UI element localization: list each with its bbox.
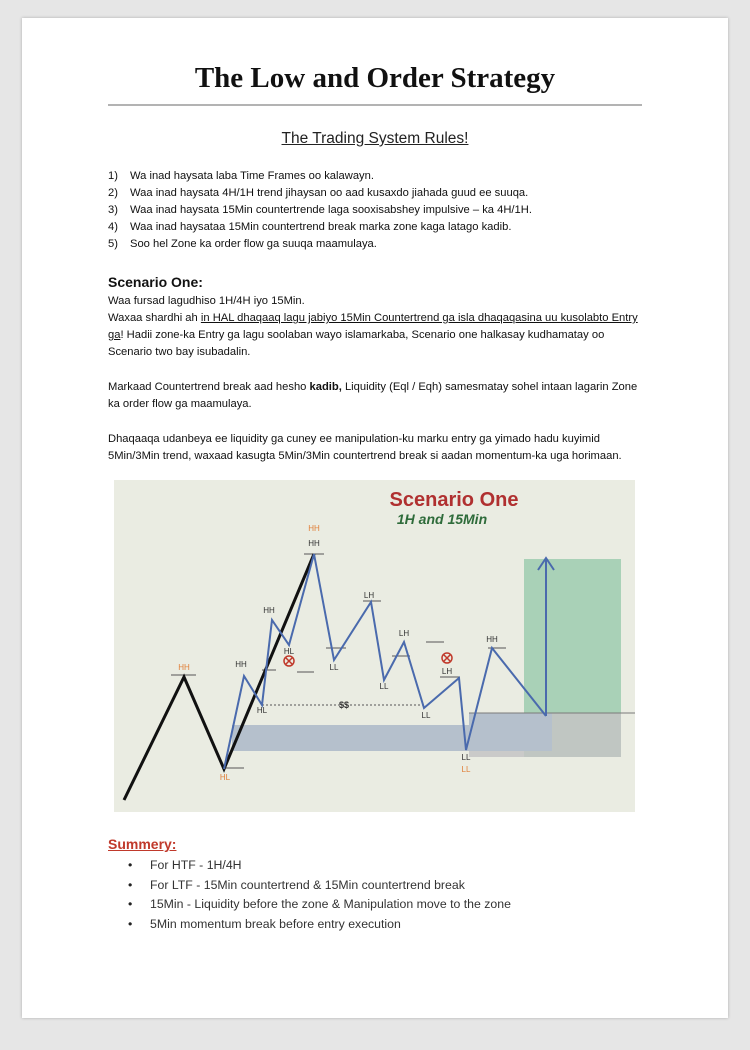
scenario-p2-b: Liquidity (Eql / Eqh) samesmatay sohel intaan lagarin Zone ka order flow ga maamulaya. — [108, 381, 638, 410]
break-marker-icon — [284, 656, 294, 666]
rule-item — [108, 219, 532, 236]
scenario-p1-a: Waxaa shardhi ah — [108, 312, 201, 324]
lh-label: LH — [398, 629, 410, 638]
break-marker-icon — [442, 653, 452, 663]
rule-text: Soo hel Zone ka order flow ga suuqa maamulaya. — [130, 238, 377, 250]
rule-number: 5) — [108, 238, 118, 250]
summary-item: • For LTF - 15Min countertrend & 15Min countertrend break — [128, 876, 511, 896]
ll-label: LL — [461, 753, 471, 762]
scenario-p1-b: ! Hadii zone-ka Entry ga lagu soolaban wayo islamarkaba, Scenario one halkasay kudhamatay oo Scenario two bay isubadalin. — [108, 329, 605, 358]
hl-label: HL — [256, 706, 268, 715]
ll-label: LL — [461, 765, 471, 774]
summary-heading: Summery: — [108, 836, 177, 852]
hh-label: HH — [486, 635, 498, 644]
document-page — [22, 18, 728, 1018]
summary-item: • 15Min - Liquidity before the zone & Manipulation move to the zone — [128, 895, 511, 915]
hh-label: HH — [178, 663, 190, 672]
document-title: The Low and Order Strategy — [194, 62, 556, 94]
rule-text: Waa inad haysata 4H/1H trend jihaysan oo aad kusaxdo jiahada guud ee suuqa. — [130, 187, 529, 199]
hh-label: HH — [235, 660, 247, 669]
rule-item — [108, 168, 532, 185]
rule-item — [108, 185, 532, 202]
scenario-diagram — [114, 480, 635, 812]
summary-item: • For HTF - 1H/4H — [128, 856, 511, 876]
diagram-subtitle: 1H and 15Min — [396, 511, 488, 527]
scenario-p1-line1: Waa fursad lagudhiso 1H/4H iyo 15Min. — [108, 295, 305, 307]
scenario-paragraph-3: Dhaqaaqa udanbeya ee liquidity ga cuney ee manipulation-ku marku entry ga yimado hadu kuyimid 5Min/3Min trend, waxaad kasugta 5Min/3Min countertrend break si aadan momentum-ka uga horimaan. — [108, 433, 622, 462]
title-divider — [108, 104, 642, 106]
hh-label: HH — [308, 524, 320, 533]
scenario-p2-a: Markaad Countertrend break aad hesho — [108, 381, 310, 393]
hh-label: HH — [263, 606, 275, 615]
hh-label: HH — [308, 539, 320, 548]
scenario-paragraph-1 — [108, 293, 648, 361]
rule-text: Waa inad haysataa 15Min countertrend break marka zone kaga latago kadib. — [130, 221, 512, 233]
rule-number: 1) — [108, 170, 118, 182]
summary-list — [128, 856, 511, 934]
htf-trend-line — [124, 554, 314, 800]
scenario-p1-underlined: in HAL dhaqaaq lagu jabiyo 15Min Countertrend ga isla dhaqaqasina uu kusolabto Entry ga — [108, 312, 638, 341]
lh-label: LH — [441, 667, 453, 676]
rule-item — [108, 236, 532, 253]
hl-label: HL — [219, 773, 231, 782]
scenario-paragraph-2 — [108, 379, 648, 413]
liquidity-label: $$ — [338, 700, 350, 710]
rule-text: Waa inad haysata 15Min countertrende laga sooxisabshey impulsive – ka 4H/1H. — [130, 204, 532, 216]
hl-label: HL — [283, 647, 295, 656]
rule-number: 2) — [108, 187, 118, 199]
rule-number: 3) — [108, 204, 118, 216]
summary-item: • 5Min momentum break before entry execution — [128, 915, 511, 935]
diagram-title: Scenario One — [389, 489, 519, 511]
rules-list — [108, 168, 532, 253]
ll-label: LL — [329, 663, 339, 672]
scenario-p1-body — [108, 310, 648, 361]
rule-text: Wa inad haysata laba Time Frames oo kalawayn. — [130, 170, 374, 182]
rule-number: 4) — [108, 221, 118, 233]
ll-label: LL — [379, 682, 389, 691]
scenario-heading: Scenario One: — [108, 274, 203, 290]
ll-label: LL — [421, 711, 431, 720]
scenario-diagram-svg — [114, 480, 635, 812]
scenario-p2-bold: kadib, — [309, 381, 342, 393]
lh-label: LH — [363, 591, 375, 600]
rule-item — [108, 202, 532, 219]
entry-zone — [469, 713, 552, 737]
section-subtitle: The Trading System Rules! — [281, 130, 469, 147]
